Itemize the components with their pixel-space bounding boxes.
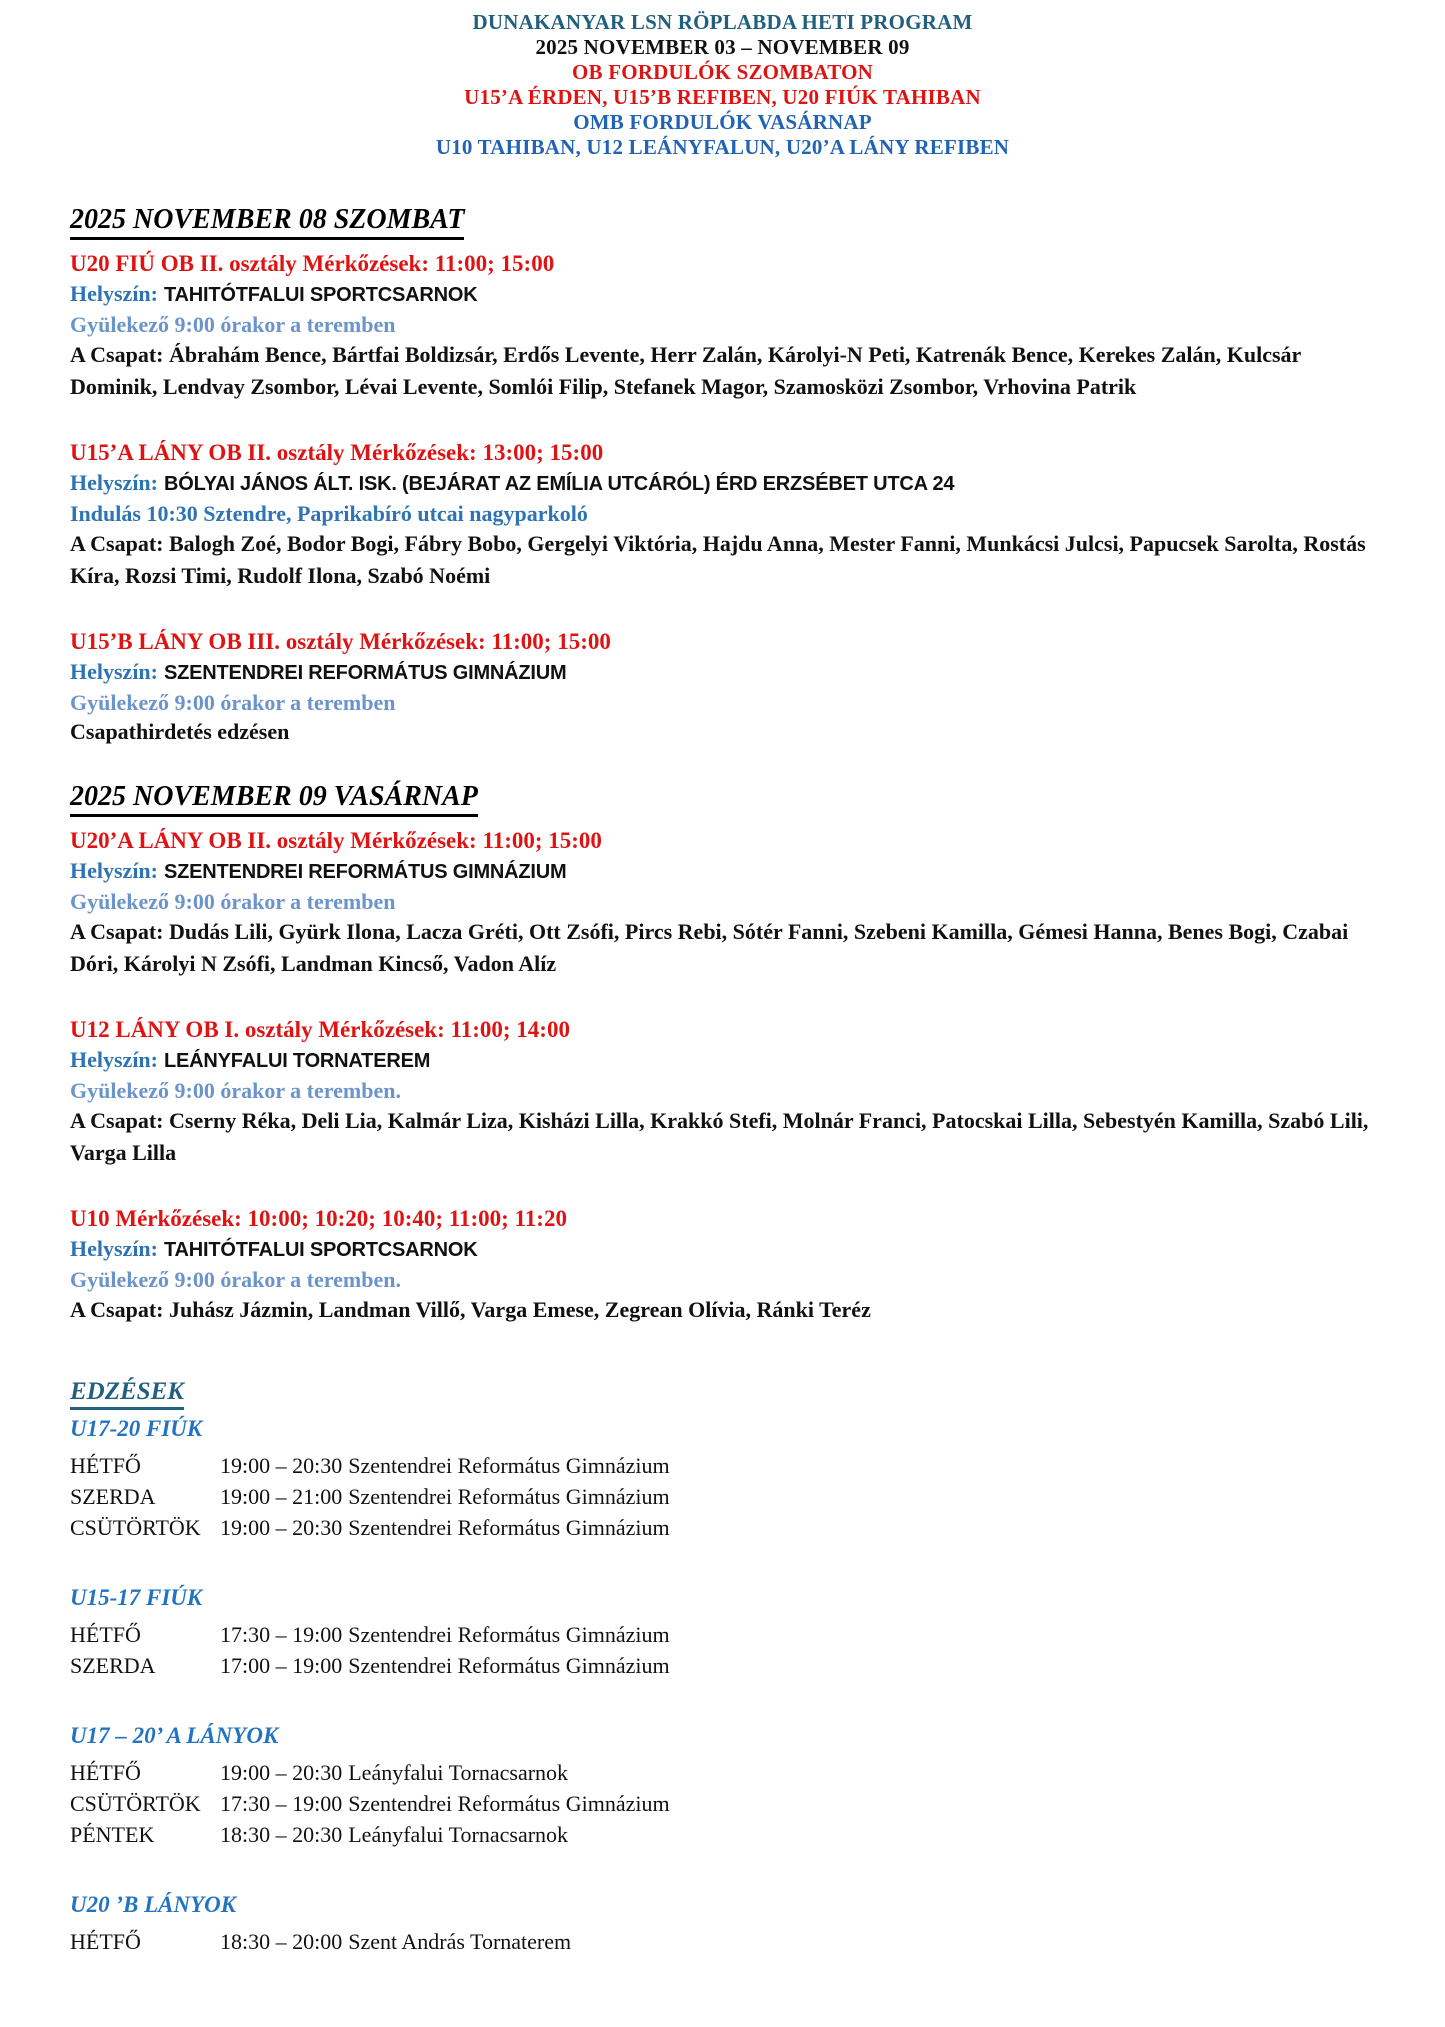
training-row — [70, 1788, 1375, 1819]
venue-line — [70, 657, 1375, 688]
venue-name: SZENTENDREI REFORMÁTUS GIMNÁZIUM — [164, 861, 567, 883]
row-time: 19:00 – 20:30 — [220, 1453, 343, 1478]
training-row — [70, 1481, 1375, 1512]
row-time: 17:30 – 19:00 — [220, 1622, 343, 1647]
section-title: U12 LÁNY OB I. osztály Mérkőzések: 11:00; 14:00 — [70, 1017, 570, 1042]
group-name: U17-20 FIÚK — [70, 1416, 203, 1441]
meet-line: Gyülekező 9:00 órakor a teremben. — [70, 1267, 401, 1292]
venue-line — [70, 1045, 1375, 1076]
venue-line — [70, 468, 1375, 499]
match-section-u10 — [70, 1203, 1375, 1326]
row-venue: Szentendrei Református Gimnázium — [348, 1515, 670, 1540]
header-omb-venues: U10 TAHIBAN, U12 LEÁNYFALUN, U20’A LÁNY REFIBEN — [435, 135, 1010, 159]
note-line: Csapathirdetés edzésen — [70, 719, 290, 744]
venue-label: Helyszín: — [70, 1236, 158, 1261]
team-line: A Csapat: Balogh Zoé, Bodor Bogi, Fábry Bobo, Gergelyi Viktória, Hajdu Anna, Mester Fanni, Munkácsi Julcsi, Papucsek Sarolta, Rostás Kíra, Rozsi Timi, Rudolf Ilona, Szabó Noémi — [70, 531, 1366, 588]
row-time: 18:30 – 20:00 — [220, 1929, 343, 1954]
venue-line — [70, 856, 1375, 887]
header-ob-day: OB FORDULÓK SZOMBATON — [572, 60, 873, 84]
row-time: 17:30 – 19:00 — [220, 1791, 343, 1816]
training-group-u17-20a-lanyok — [70, 1721, 1375, 1850]
training-row — [70, 1650, 1375, 1681]
match-section-u15b-lany — [70, 626, 1375, 747]
venue-name: TAHITÓTFALUI SPORTCSARNOK — [164, 284, 478, 306]
section-title: U15’A LÁNY OB II. osztály Mérkőzések: 13:00; 15:00 — [70, 440, 604, 465]
venue-name: SZENTENDREI REFORMÁTUS GIMNÁZIUM — [164, 662, 567, 684]
meet-line: Gyülekező 9:00 órakor a teremben. — [70, 1078, 401, 1103]
training-row — [70, 1819, 1375, 1850]
row-day: SZERDA — [70, 1653, 156, 1678]
venue-label: Helyszín: — [70, 659, 158, 684]
match-section-u20a-lany — [70, 825, 1375, 980]
training-row — [70, 1450, 1375, 1481]
row-time: 18:30 – 20:30 — [220, 1822, 343, 1847]
row-time: 19:00 – 20:30 — [220, 1760, 343, 1785]
row-venue: Szentendrei Református Gimnázium — [348, 1791, 670, 1816]
venue-name: TAHITÓTFALUI SPORTCSARNOK — [164, 1239, 478, 1261]
venue-label: Helyszín: — [70, 470, 158, 495]
trainings-block — [70, 1360, 1375, 1957]
departure-line: Indulás 10:30 Sztendre, Paprikabíró utcai nagyparkoló — [70, 501, 588, 526]
row-day: CSÜTÖRTÖK — [70, 1515, 201, 1540]
venue-line — [70, 279, 1375, 310]
header-date-range: 2025 NOVEMBER 03 – NOVEMBER 09 — [535, 35, 910, 59]
match-section-u12-lany — [70, 1014, 1375, 1169]
row-day: SZERDA — [70, 1484, 156, 1509]
venue-label: Helyszín: — [70, 858, 158, 883]
row-venue: Szentendrei Református Gimnázium — [348, 1484, 670, 1509]
row-day: HÉTFŐ — [70, 1760, 141, 1785]
row-day: HÉTFŐ — [70, 1929, 141, 1954]
day-heading-sunday: 2025 NOVEMBER 09 VASÁRNAP — [70, 781, 478, 817]
section-title: U10 Mérkőzések: 10:00; 10:20; 10:40; 11:00; 11:20 — [70, 1206, 567, 1231]
row-day: HÉTFŐ — [70, 1453, 141, 1478]
meet-line: Gyülekező 9:00 órakor a teremben — [70, 889, 396, 914]
row-day: PÉNTEK — [70, 1822, 155, 1847]
day-block-sunday — [70, 781, 1375, 1326]
section-title: U20’A LÁNY OB II. osztály Mérkőzések: 11:00; 15:00 — [70, 828, 602, 853]
row-venue: Leányfalui Tornacsarnok — [348, 1760, 569, 1785]
match-section-u15a-lany — [70, 437, 1375, 592]
group-name: U15-17 FIÚK — [70, 1585, 203, 1610]
row-venue: Szentendrei Református Gimnázium — [348, 1453, 670, 1478]
row-venue: Leányfalui Tornacsarnok — [348, 1822, 569, 1847]
training-group-u15-17-fiuk — [70, 1583, 1375, 1681]
team-line: A Csapat: Juhász Jázmin, Landman Villő, Varga Emese, Zegrean Olívia, Ránki Teréz — [70, 1297, 871, 1322]
venue-name: BÓLYAI JÁNOS ÁLT. ISK. (BEJÁRAT AZ EMÍLIA UTCÁRÓL) ÉRD ERZSÉBET UTCA 24 — [164, 473, 955, 495]
section-title: U15’B LÁNY OB III. osztály Mérkőzések: 11:00; 15:00 — [70, 629, 611, 654]
trainings-heading: EDZÉSEK — [70, 1378, 184, 1410]
row-venue: Szentendrei Református Gimnázium — [348, 1653, 670, 1678]
page-header — [70, 10, 1375, 160]
team-line: A Csapat: Cserny Réka, Deli Lia, Kalmár Liza, Kisházi Lilla, Krakkó Stefi, Molnár Franci, Patocskai Lilla, Sebestyén Kamilla, Szabó Lili, Varga Lilla — [70, 1108, 1369, 1165]
row-venue: Szentendrei Református Gimnázium — [348, 1622, 670, 1647]
row-venue: Szent András Tornaterem — [348, 1929, 572, 1954]
venue-label: Helyszín: — [70, 1047, 158, 1072]
training-group-u17-20-fiuk — [70, 1414, 1375, 1543]
team-line: A Csapat: Dudás Lili, Gyürk Ilona, Lacza Gréti, Ott Zsófi, Pircs Rebi, Sótér Fanni, Szebeni Kamilla, Gémesi Hanna, Benes Bogi, Czabai Dóri, Károlyi N Zsófi, Landman Kincső, Vadon Alíz — [70, 919, 1349, 976]
team-line: A Csapat: Ábrahám Bence, Bártfai Boldizsár, Erdős Levente, Herr Zalán, Károlyi-N Peti, Katrenák Bence, Kerekes Zalán, Kulcsár Dominik, Lendvay Zsombor, Lévai Levente, Somlói Filip, Stefanek Magor, Szamosközi Zsombor, Vrhovina Patrik — [70, 342, 1301, 399]
header-omb-day: OMB FORDULÓK VASÁRNAP — [573, 110, 872, 134]
day-block-saturday — [70, 204, 1375, 747]
meet-line: Gyülekező 9:00 órakor a teremben — [70, 690, 396, 715]
training-row — [70, 1926, 1375, 1957]
training-row — [70, 1512, 1375, 1543]
row-time: 19:00 – 20:30 — [220, 1515, 343, 1540]
row-day: HÉTFŐ — [70, 1622, 141, 1647]
training-group-u20b-lanyok — [70, 1890, 1375, 1957]
venue-name: LEÁNYFALUI TORNATEREM — [164, 1050, 431, 1072]
header-ob-venues: U15’A ÉRDEN, U15’B REFIBEN, U20 FIÚK TAHIBAN — [464, 85, 981, 109]
section-title: U20 FIÚ OB II. osztály Mérkőzések: 11:00; 15:00 — [70, 251, 555, 276]
row-time: 19:00 – 21:00 — [220, 1484, 343, 1509]
day-heading-saturday: 2025 NOVEMBER 08 SZOMBAT — [70, 204, 464, 240]
match-section-u20-fiu — [70, 248, 1375, 403]
venue-label: Helyszín: — [70, 281, 158, 306]
meet-line: Gyülekező 9:00 órakor a teremben — [70, 312, 396, 337]
row-day: CSÜTÖRTÖK — [70, 1791, 201, 1816]
training-row — [70, 1757, 1375, 1788]
venue-line — [70, 1234, 1375, 1265]
page-title: DUNAKANYAR LSN RÖPLABDA HETI PROGRAM — [472, 10, 973, 34]
row-time: 17:00 – 19:00 — [220, 1653, 343, 1678]
training-row — [70, 1619, 1375, 1650]
group-name: U17 – 20’ A LÁNYOK — [70, 1723, 279, 1748]
group-name: U20 ’B LÁNYOK — [70, 1892, 237, 1917]
